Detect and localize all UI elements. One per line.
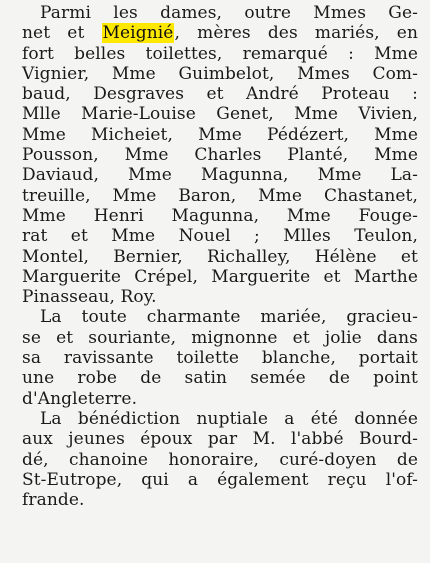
text-line: treuille, Mme Baron, Mme Chastanet,: [22, 185, 418, 206]
text-line: La bénédiction nuptiale a été donnée: [40, 408, 418, 429]
text-line: Marguerite Crépel, Marguerite et Marthe: [22, 266, 418, 287]
paragraph-bride: [22, 307, 418, 408]
article-column: [22, 3, 418, 510]
text-line: La toute charmante mariée, gracieu-: [40, 307, 418, 328]
text-line: aux jeunes époux par M. l'abbé Bourd-: [22, 429, 418, 450]
text-line: Parmi les dames, outre Mmes Ge-: [40, 3, 418, 23]
text-line: une robe de satin semée de point: [22, 368, 418, 389]
text-line: baud, Desgraves et André Proteau :: [22, 84, 418, 105]
text-line: Daviaud, Mme Magunna, Mme La-: [22, 165, 418, 186]
text-line: Vignier, Mme Guimbelot, Mmes Com-: [22, 63, 418, 84]
text-line: d'Angleterre.: [22, 388, 138, 409]
text-line: dé, chanoine honoraire, curé-doyen de: [22, 449, 418, 470]
text-line: Pinasseau, Roy.: [22, 287, 157, 308]
paragraph-guests: [22, 3, 418, 307]
text-segment: , mères des mariés, en: [174, 23, 418, 44]
text-line: rat et Mme Nouel ; Mlles Teulon,: [22, 226, 418, 247]
search-highlight[interactable]: Meignié: [102, 23, 174, 44]
text-line-with-highlight: [22, 23, 418, 43]
text-line: frande.: [22, 490, 85, 511]
text-line: St-Eutrope, qui a également reçu l'of-: [22, 469, 418, 490]
text-line: Mme Micheiet, Mme Pédézert, Mme: [22, 124, 418, 145]
text-line: sa ravissante toilette blanche, portait: [22, 348, 418, 369]
text-line: Mlle Marie-Louise Genet, Mme Vivien,: [22, 104, 418, 125]
text-line: Pousson, Mme Charles Planté, Mme: [22, 145, 418, 166]
text-segment: net et: [22, 23, 102, 44]
text-line: Montel, Bernier, Richalley, Hélène et: [22, 246, 418, 267]
text-line: se et souriante, mignonne et jolie dans: [22, 327, 418, 348]
text-line: Mme Henri Magunna, Mme Fouge-: [22, 205, 418, 226]
text-line: fort belles toilettes, remarqué : Mme: [22, 43, 418, 64]
paragraph-blessing: [22, 409, 418, 510]
